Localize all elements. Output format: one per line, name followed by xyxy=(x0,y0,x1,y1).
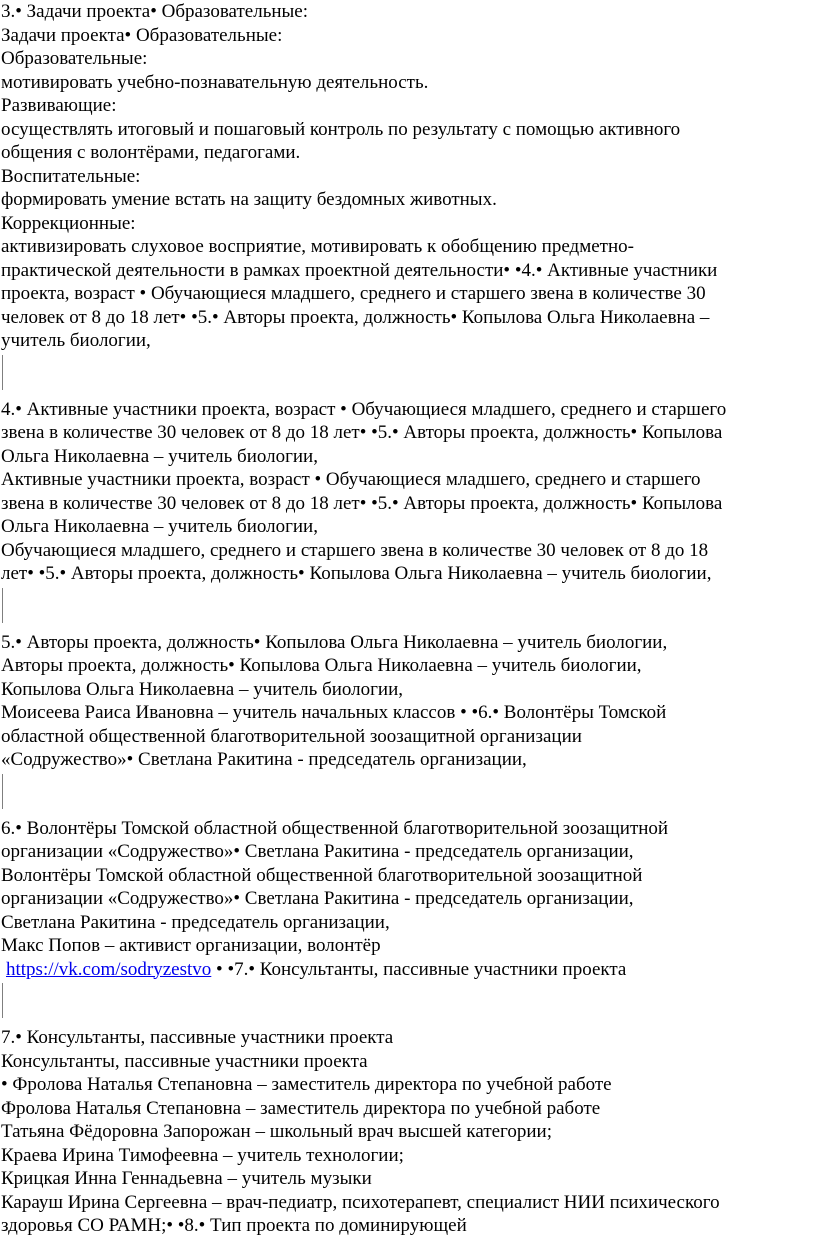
text-line: Краева Ирина Тимофеевна – учитель технологии; xyxy=(1,1144,404,1166)
section-authors xyxy=(1,631,810,772)
text-line: Коррекционные: xyxy=(1,212,136,234)
text-line: Ольга Николаевна – учитель биологии, xyxy=(1,445,318,467)
text-line: 6.• Волонтёры Томской областной общественной благотворительной зоозащитной xyxy=(1,817,669,839)
text-line: • Фролова Наталья Степановна – заместитель директора по учебной работе xyxy=(1,1074,612,1095)
text-line: 4.• Активные участники проекта, возраст • Обучающиеся младшего, среднего и старшего xyxy=(1,398,727,420)
section-divider xyxy=(1,774,810,809)
text-line: Задачи проекта• Образовательные: xyxy=(1,24,283,46)
text-line: мотивировать учебно-познавательную деятельность. xyxy=(1,71,429,93)
text-line: Моисеева Раиса Ивановна – учитель начальных классов • •6.• Волонтёры Томской xyxy=(1,702,667,723)
divider-bar xyxy=(2,983,3,1018)
text-line: Крицкая Инна Геннадьевна – учитель музыки xyxy=(1,1168,372,1189)
text-line: организации «Содружество»• Светлана Ракитина - председатель организации, xyxy=(1,841,634,862)
text-line: человек от 8 до 18 лет• •5.• Авторы проекта, должность• Копылова Ольга Николаевна – xyxy=(1,306,710,328)
text-line: Образовательные: xyxy=(1,48,148,69)
link-line-rest: • •7.• Консультанты, пассивные участники проекта xyxy=(211,958,627,980)
section-divider xyxy=(1,588,810,623)
text-line: 7.• Консультанты, пассивные участники проекта xyxy=(1,1027,394,1048)
text-line: Обучающиеся младшего, среднего и старшего звена в количестве 30 человек от 8 до 18 xyxy=(1,539,709,561)
text-line: звена в количестве 30 человек от 8 до 18 лет• •5.• Авторы проекта, должность• Копылова xyxy=(1,492,723,514)
text-line: проекта, возраст • Обучающиеся младшего, среднего и старшего звена в количестве 30 xyxy=(1,283,706,304)
text-line: лет• •5.• Авторы проекта, должность• Копылова Ольга Николаевна – учитель биологии, xyxy=(1,563,712,584)
text-line: 5.• Авторы проекта, должность• Копылова Ольга Николаевна – учитель биологии, xyxy=(1,631,668,653)
text-line: Развивающие: xyxy=(1,95,117,116)
section-divider xyxy=(1,355,810,390)
divider-bar xyxy=(2,774,3,809)
text-line: Копылова Ольга Николаевна – учитель биологии, xyxy=(1,678,404,700)
section-consultants xyxy=(1,1026,810,1238)
text-line: Воспитательные: xyxy=(1,165,141,187)
text-line: общения с волонтёрами, педагогами. xyxy=(1,142,301,163)
text-line: практической деятельности в рамках проектной деятельности• •4.• Активные участники xyxy=(1,259,718,281)
text-line: осуществлять итоговый и пошаговый контроль по результату с помощью активного xyxy=(1,118,681,140)
text-line: Фролова Наталья Степановна – заместитель директора по учебной работе xyxy=(1,1097,601,1119)
text-line: звена в количестве 30 человек от 8 до 18 лет• •5.• Авторы проекта, должность• Копылова xyxy=(1,422,723,443)
text-line: Макс Попов – активист организации, волонтёр xyxy=(1,935,381,956)
link-line xyxy=(1,958,810,982)
text-line: формировать умение встать на защиту бездомных животных. xyxy=(1,189,497,210)
text-line: Активные участники проекта, возраст • Обучающиеся младшего, среднего и старшего xyxy=(1,469,701,490)
text-line: активизировать слуховое восприятие, мотивировать к обобщению предметно- xyxy=(1,236,634,257)
vk-group-link[interactable]: https://vk.com/sodryzestvo xyxy=(6,958,212,980)
section-divider xyxy=(1,983,810,1018)
text-line: здоровья СО РАМН;• •8.• Тип проекта по доминирующей xyxy=(1,1215,467,1236)
text-line: учитель биологии, xyxy=(1,330,151,351)
text-line: 3.• Задачи проекта• Образовательные: xyxy=(1,1,309,22)
text-line: организации «Содружество»• Светлана Ракитина - председатель организации, xyxy=(1,888,634,909)
divider-bar xyxy=(2,588,3,623)
section-participants xyxy=(1,398,810,586)
text-line: областной общественной благотворительной зоозащитной организации xyxy=(1,725,582,747)
text-line: Ольга Николаевна – учитель биологии, xyxy=(1,516,318,537)
section-volunteers xyxy=(1,817,810,982)
text-line: «Содружество»• Светлана Ракитина - председатель организации, xyxy=(1,749,527,770)
text-line: Карауш Ирина Сергеевна – врач-педиатр, психотерапевт, специалист НИИ психического xyxy=(1,1191,720,1213)
text-line: Волонтёры Томской областной общественной благотворительной зоозащитной xyxy=(1,864,643,886)
section-project-tasks xyxy=(1,0,810,353)
text-line: Светлана Ракитина - председатель организации, xyxy=(1,911,390,933)
text-line: Авторы проекта, должность• Копылова Ольга Николаевна – учитель биологии, xyxy=(1,655,642,676)
divider-bar xyxy=(2,355,3,390)
text-line: Татьяна Фёдоровна Запорожан – школьный врач высшей категории; xyxy=(1,1121,552,1142)
text-line: Консультанты, пассивные участники проекта xyxy=(1,1050,368,1072)
